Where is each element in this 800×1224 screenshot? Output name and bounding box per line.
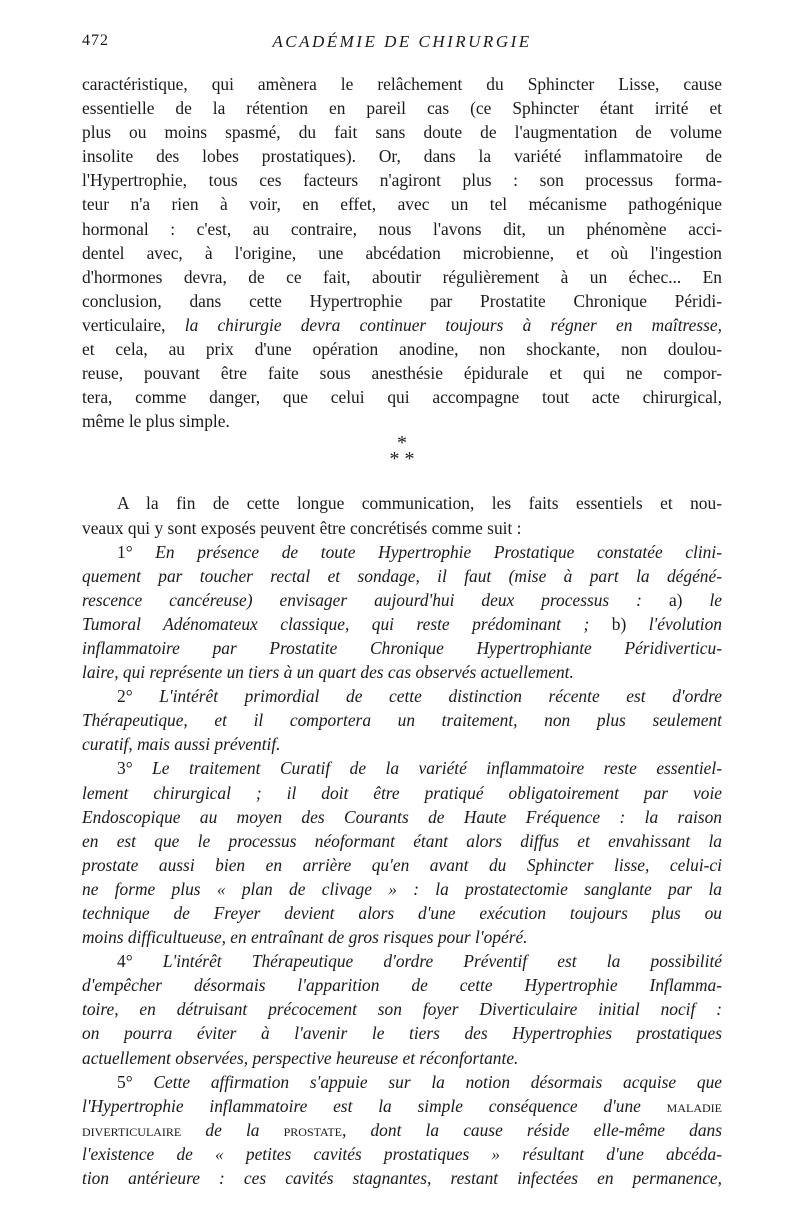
text-line — [82, 1118, 722, 1142]
text-line: dentel avec, à l'origine, une abcédation microbienne, et où l'ingestion — [82, 242, 722, 263]
text-line — [82, 684, 722, 708]
emphasis-text: Tumoral Adénomateux classique, qui reste prédominant ; — [82, 613, 590, 634]
text-line: actuellement observées, perspective heureuse et réconfortante. — [82, 1047, 519, 1068]
text-line: inflammatoire par Prostatite Chronique Hypertrophiante Péridiverticu- — [82, 637, 722, 658]
text-line — [82, 540, 722, 564]
text-line — [82, 1070, 722, 1094]
text-line: même le plus simple. — [82, 411, 230, 432]
text-line — [82, 612, 722, 636]
text-line — [82, 949, 722, 973]
emphasis-text: En présence de toute Hypertrophie Prostatique constatée clini- — [155, 541, 722, 562]
text-line: moins difficultueuse, en entraînant de gros risques pour l'opéré. — [82, 927, 528, 948]
item-number: 4° — [117, 951, 163, 972]
text-line — [82, 1094, 722, 1118]
text-line: l'Hypertrophie, tous ces facteurs n'agiront plus : son processus forma- — [82, 170, 722, 191]
text-line: d'empêcher désormais l'apparition de cette Hypertrophie Inflamma- — [82, 975, 722, 996]
text-line: reuse, pouvant être faite sous anesthésie épidurale et qui ne compor- — [82, 363, 722, 384]
emphasis-text: rescence cancéreuse) envisager aujourd'hui deux processus : — [82, 589, 642, 610]
text-line — [82, 588, 722, 612]
text-run: a) — [641, 589, 683, 610]
text-run: b) — [589, 613, 627, 634]
text-line: plus ou moins spasmé, du fait sans doute de l'augmentation de volume — [82, 122, 722, 143]
text-line: ne forme plus « plan de clivage » : la prostatectomie sanglante par la — [82, 878, 722, 899]
text-line: conclusion, dans cette Hypertrophie par Prostatite Chronique Péridi- — [82, 290, 722, 311]
emphasis-text: Le traitement Curatif de la variété inflammatoire reste essentiel- — [152, 758, 722, 779]
running-title: ACADÉMIE DE CHIRURGIE — [272, 32, 532, 51]
emphasis-text: la chirurgie devra continuer toujours à régner en maîtresse, — [184, 314, 722, 335]
text-line: Endoscopique au moyen des Courants de Haute Fréquence : la raison — [82, 806, 722, 827]
emphasis-text: l'évolution — [626, 613, 722, 634]
text-line: curatif, mais aussi préventif. — [82, 734, 281, 755]
small-caps-text: prostate — [283, 1120, 342, 1140]
text-line: insolite des lobes prostatiques). Or, dans la variété inflammatoire de — [82, 146, 722, 167]
text-run: verticulaire, — [82, 314, 185, 335]
text-line: prostate aussi bien en arrière qu'en avant du Sphincter lisse, celui-ci — [82, 854, 722, 875]
page-number: 472 — [82, 32, 109, 49]
text-line: lement chirurgical ; il doit être pratiqué obligatoirement par voie — [82, 782, 722, 803]
emphasis-text: , dont la cause réside elle-même dans — [342, 1119, 722, 1140]
text-line: Thérapeutique, et il comportera un traitement, non plus seulement — [82, 710, 722, 731]
small-caps-text: maladie — [666, 1096, 722, 1116]
text-line: tera, comme danger, que celui qui accompagne tout acte chirurgical, — [82, 387, 722, 408]
item-number: 5° — [117, 1071, 154, 1092]
text-line: d'hormones devra, de ce fait, aboutir régulièrement à un échec... En — [82, 266, 722, 287]
item-number: 2° — [117, 686, 160, 707]
text-line: hormonal : c'est, au contraire, nous l'avons dit, un phénomène acci- — [82, 218, 722, 239]
text-line: et cela, au prix d'une opération anodine, non shockante, non doulou- — [82, 339, 722, 360]
emphasis-text: de la — [181, 1119, 284, 1140]
emphasis-text: L'intérêt primordial de cette distinction récente est d'ordre — [159, 686, 722, 707]
text-line: tion antérieure : ces cavités stagnantes, restant infectées en permanence, — [82, 1168, 722, 1189]
text-line: quement par toucher rectal et sondage, il faut (mise à part la dégéné- — [82, 565, 722, 586]
item-number: 3° — [117, 758, 153, 779]
text-line: teur n'a rien à voir, en effet, avec un tel mécanisme pathogénique — [82, 194, 722, 215]
section-separator — [82, 433, 722, 475]
emphasis-text: L'intérêt Thérapeutique d'ordre Préventif est la possibilité — [162, 951, 722, 972]
text-line: technique de Freyer devient alors d'une exécution toujours plus ou — [82, 903, 722, 923]
text-line: toire, en détruisant précocement son foyer Diverticulaire initial nocif : — [82, 999, 722, 1020]
text-line: veaux qui y sont exposés peuvent être concrétisés comme suit : — [82, 517, 522, 538]
text-line: en est que le processus néoformant étant alors diffus et envahissant la — [82, 830, 722, 851]
separator-stars-bottom: * * — [389, 448, 415, 471]
running-header — [82, 32, 722, 56]
text-line: A la fin de cette longue communication, les faits essentiels et nou- — [117, 493, 722, 514]
emphasis-text: l'Hypertrophie inflammatoire est la simple conséquence d'une — [82, 1095, 667, 1116]
text-line: laire, qui représente un tiers à un quart des cas observés actuellement. — [82, 662, 574, 683]
text-line: caractéristique, qui amènera le relâchement du Sphincter Lisse, cause — [82, 74, 722, 94]
text-line — [82, 756, 722, 780]
item-number: 1° — [117, 541, 156, 562]
text-line — [82, 313, 722, 337]
small-caps-text: diverticulaire — [82, 1120, 182, 1140]
emphasis-text: Cette affirmation s'appuie sur la notion désormais acquise que — [153, 1071, 722, 1092]
text-line: l'existence de « petites cavités prostatiques » résultant d'une abcéda- — [82, 1143, 722, 1164]
text-line: essentielle de la rétention en pareil cas (ce Sphincter étant irrité et — [82, 98, 722, 119]
text-line: on pourra éviter à l'avenir le tiers des Hypertrophies prostatiques — [82, 1023, 722, 1044]
emphasis-text: le — [682, 589, 722, 610]
separator-star-top: * — [397, 432, 407, 455]
body-text — [82, 72, 722, 1190]
